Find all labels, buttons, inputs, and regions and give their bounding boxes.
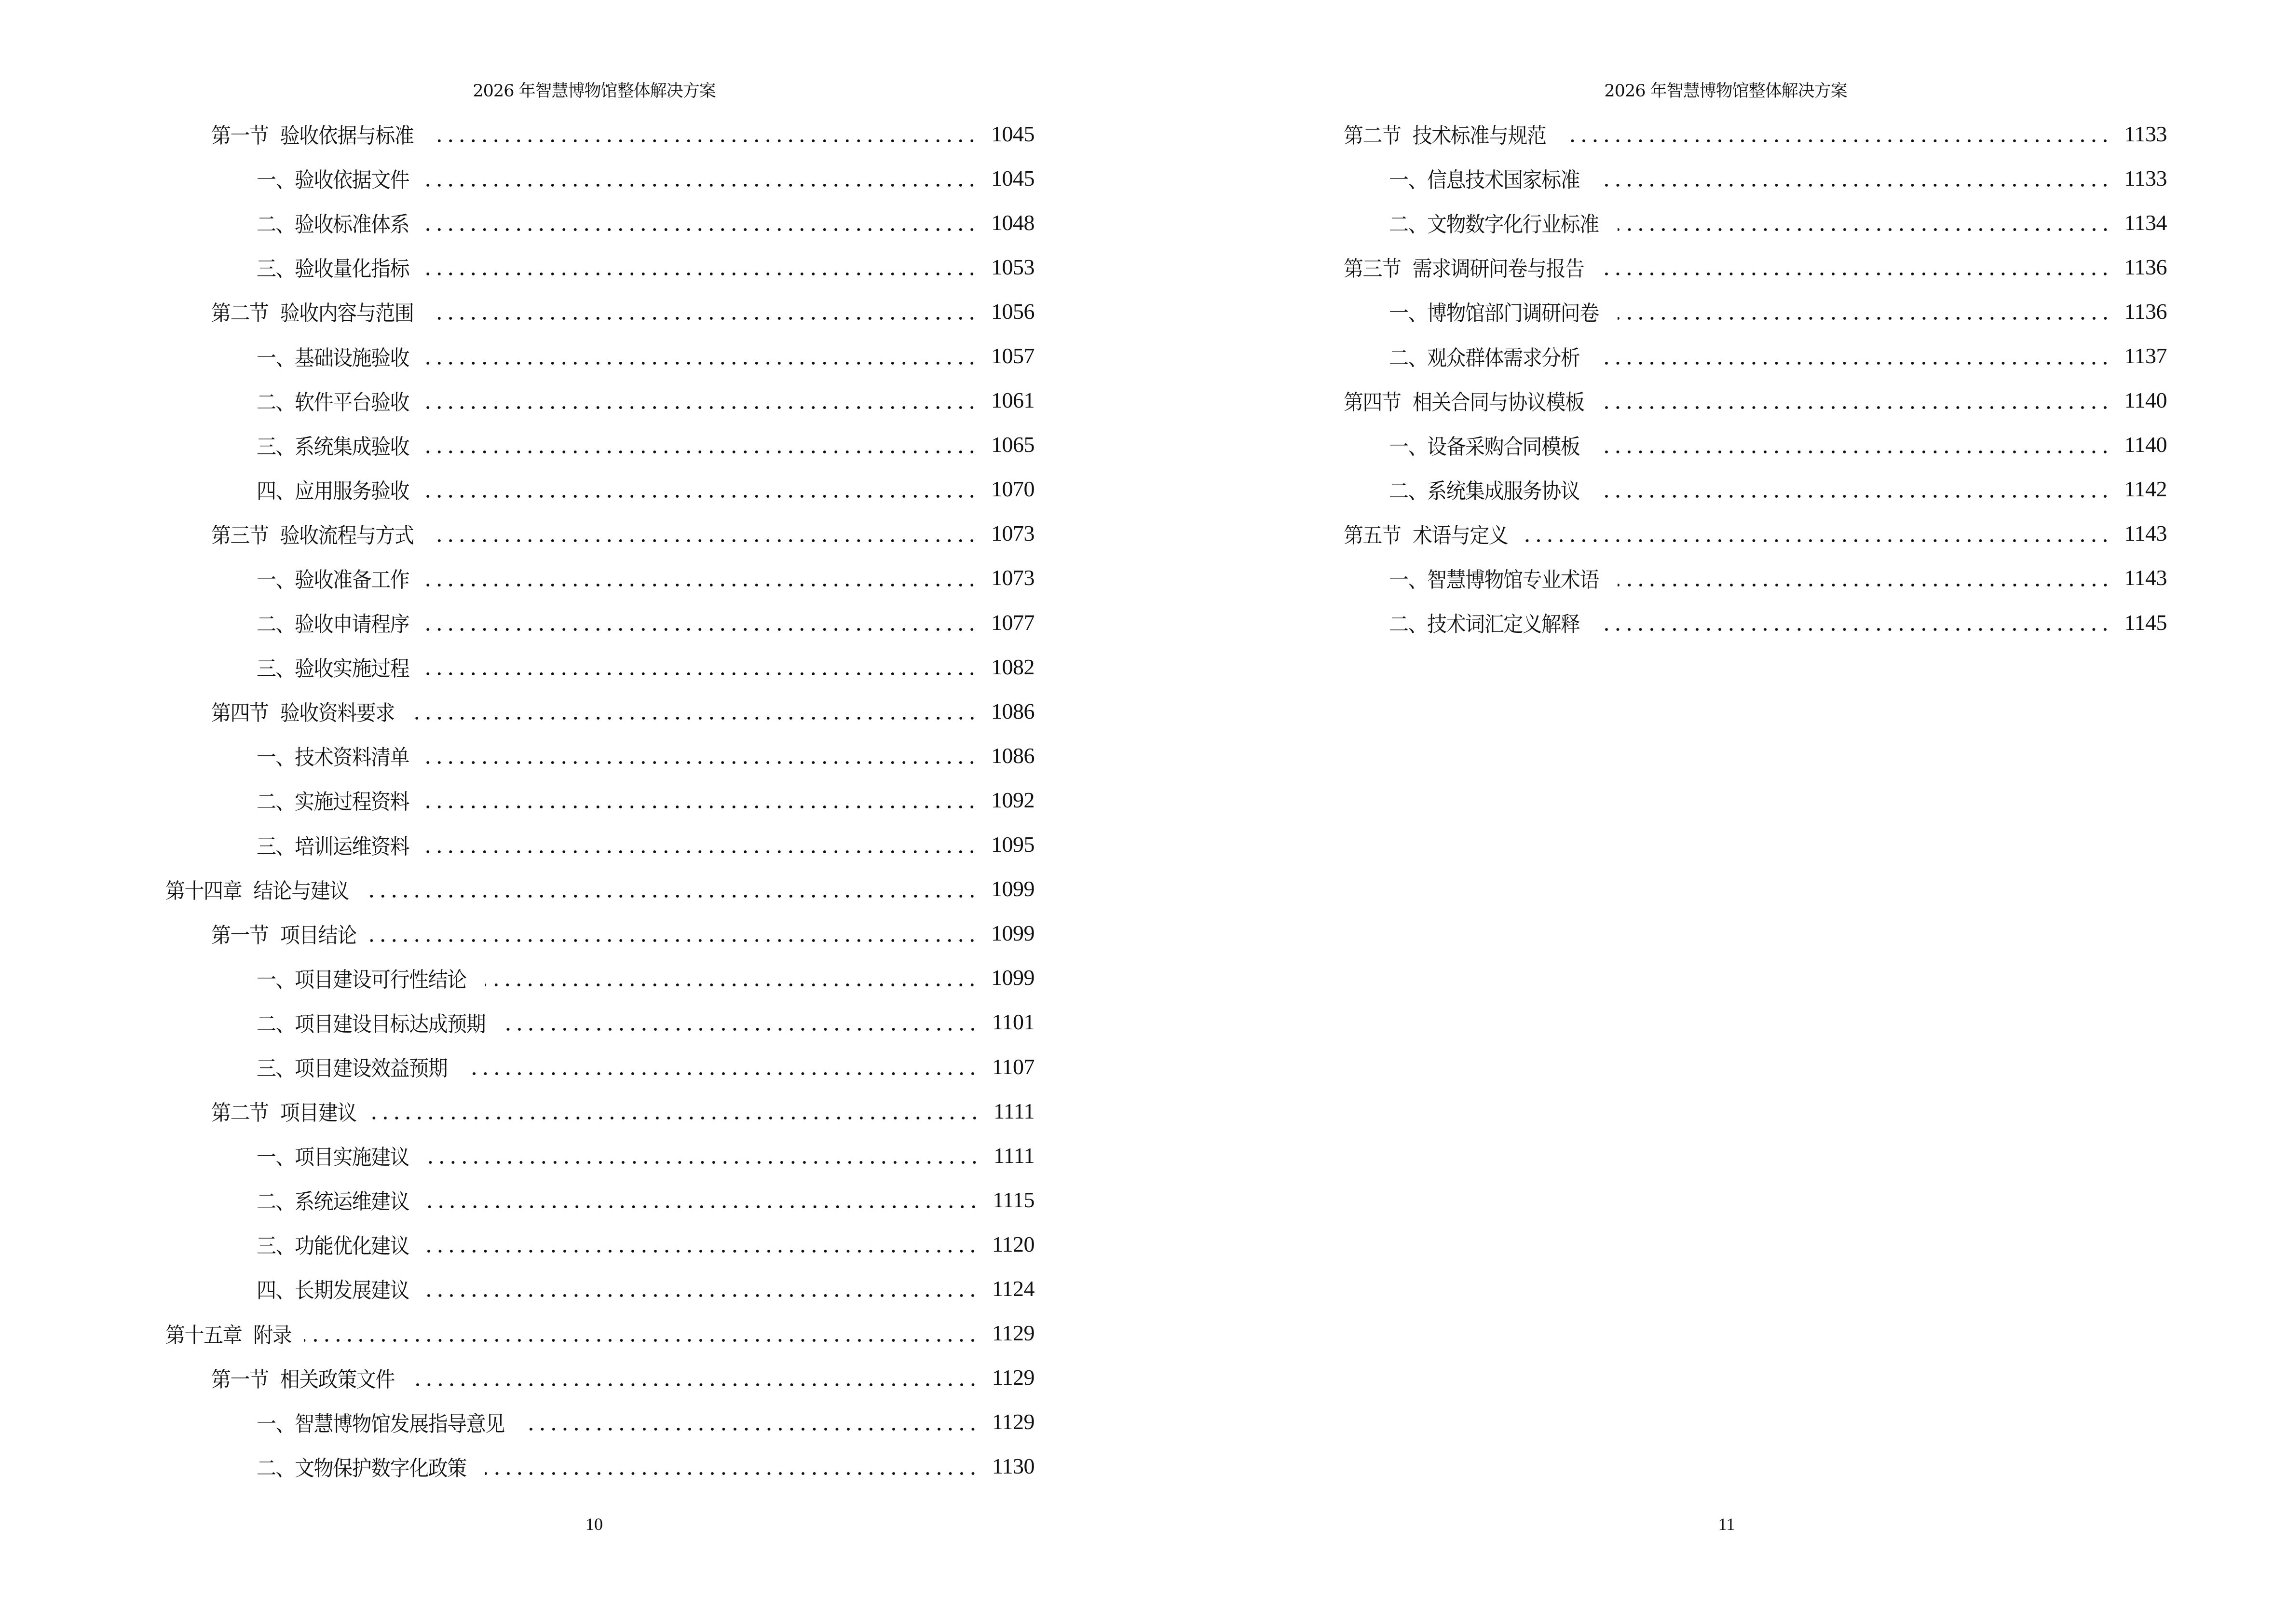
toc-entry[interactable] <box>165 1044 1035 1089</box>
toc-entry-page-number: 1142 <box>2124 477 2167 502</box>
toc-entry[interactable] <box>165 689 1035 733</box>
toc-entry-number: 二、 <box>257 612 295 637</box>
toc-entry-label <box>1344 385 1584 416</box>
toc-entry-title: 相关合同与协议模板 <box>1412 390 1584 415</box>
dot-leader <box>423 167 978 189</box>
toc-entry-page-number: 1099 <box>991 965 1035 990</box>
toc-entry[interactable] <box>165 1177 1035 1222</box>
toc-entry-page-number: 1140 <box>2124 432 2167 457</box>
dot-leader <box>1618 300 2111 322</box>
toc-entry-label <box>257 341 409 371</box>
toc-entry-label <box>257 207 409 238</box>
toc-entry-page-number: 1057 <box>991 343 1035 368</box>
page-number: 10 <box>585 1515 603 1534</box>
toc-entry[interactable] <box>165 1000 1035 1044</box>
toc-entry-number: 一、 <box>257 345 295 370</box>
toc-entry-label <box>257 385 409 416</box>
toc-entry-number: 第十四章 <box>165 878 242 903</box>
dot-leader <box>1605 390 2111 411</box>
toc-entry-number: 第一节 <box>211 123 269 149</box>
toc-entry-number: 第二节 <box>1344 123 1401 149</box>
toc-entry[interactable] <box>165 644 1035 689</box>
toc-entry-label <box>257 1051 447 1082</box>
toc-entry[interactable] <box>1298 333 2167 378</box>
dot-leader <box>423 789 978 810</box>
toc-entry-number: 三、 <box>257 1056 295 1081</box>
toc-entry-title: 验收标准体系 <box>295 212 409 237</box>
toc-entry-number: 第三节 <box>1344 257 1401 282</box>
toc-entry-number: 第一节 <box>211 923 269 948</box>
toc-entry[interactable] <box>165 1311 1035 1355</box>
toc-entry-title: 观众群体需求分析 <box>1427 345 1580 370</box>
toc-entry-label <box>1389 341 1579 371</box>
toc-entry-title: 文物数字化行业标准 <box>1427 212 1599 237</box>
toc-entry-label <box>257 1406 504 1437</box>
toc-entry[interactable] <box>1298 556 2167 600</box>
toc-entry-label <box>1344 251 1584 282</box>
toc-entry-number: 一、 <box>257 567 295 592</box>
toc-entry-number: 第四节 <box>1344 390 1401 415</box>
toc-entry[interactable] <box>165 156 1035 200</box>
toc-entry-page-number: 1045 <box>991 165 1035 191</box>
toc-entry[interactable] <box>165 1089 1035 1133</box>
toc-entry-page-number: 1056 <box>991 299 1035 324</box>
toc-entry[interactable] <box>165 289 1035 333</box>
toc-entry-label <box>1389 562 1599 593</box>
toc-entry-title: 项目建设效益预期 <box>295 1056 448 1081</box>
toc-entry[interactable] <box>165 111 1035 156</box>
toc-entry[interactable] <box>165 200 1035 245</box>
page-number: 11 <box>1718 1515 1735 1534</box>
toc-entry[interactable] <box>165 600 1035 644</box>
toc-entry-page-number: 1129 <box>992 1409 1035 1434</box>
toc-entry-label <box>211 1362 395 1393</box>
toc-entry-title: 附录 <box>253 1323 292 1348</box>
toc-entry-number: 一、 <box>257 168 295 193</box>
toc-entry-page-number: 1065 <box>991 432 1035 457</box>
toc-entry-number: 一、 <box>257 1411 295 1436</box>
toc-entry-title: 实施过程资料 <box>295 790 409 815</box>
toc-entry-number: 二、 <box>1389 612 1428 637</box>
toc-entry-page-number: 1143 <box>2124 565 2167 590</box>
toc-entry[interactable] <box>1298 200 2167 245</box>
dot-leader <box>423 345 978 367</box>
toc-entry-page-number: 1053 <box>991 254 1035 279</box>
dot-leader <box>432 123 978 144</box>
toc-entry-number: 第五节 <box>1344 523 1401 548</box>
toc-entry-title: 培训运维资料 <box>295 834 409 859</box>
toc-entry-label <box>257 1451 466 1482</box>
toc-entry-page-number: 1124 <box>992 1276 1035 1301</box>
toc-entry-page-number: 1095 <box>991 832 1035 857</box>
toc-entry-label <box>257 829 409 860</box>
dot-leader <box>423 212 978 233</box>
toc-entry-title: 项目实施建议 <box>295 1145 409 1170</box>
toc-entry-page-number: 1143 <box>2124 521 2167 546</box>
toc-entry-number: 第二节 <box>211 1101 269 1126</box>
toc-entry-page-number: 1045 <box>991 121 1035 146</box>
toc-entry[interactable] <box>165 1355 1035 1400</box>
toc-entry-number: 二、 <box>257 1189 295 1215</box>
toc-entry-label <box>211 918 356 949</box>
toc-entry-label <box>257 562 409 593</box>
toc-entry-title: 验收资料要求 <box>280 701 395 726</box>
toc-entry-title: 功能优化建议 <box>295 1234 409 1259</box>
dot-leader <box>1618 567 2111 588</box>
toc-entry-number: 三、 <box>257 257 295 282</box>
dot-leader <box>411 1367 979 1388</box>
toc-entry[interactable] <box>165 556 1035 600</box>
toc-entry-page-number: 1129 <box>992 1321 1035 1346</box>
toc-entry-page-number: 1086 <box>991 698 1035 723</box>
toc-entry[interactable] <box>165 778 1035 822</box>
toc-entry-label <box>257 784 409 815</box>
dot-leader <box>1597 345 2111 367</box>
toc-entry-title: 智慧博物馆发展指导意见 <box>295 1411 504 1436</box>
dot-leader <box>485 967 978 988</box>
dot-leader <box>432 523 978 544</box>
toc-entry-label <box>257 163 409 193</box>
toc-entry-page-number: 1111 <box>994 1143 1035 1168</box>
toc-entry-number: 二、 <box>1389 478 1428 504</box>
toc-entry[interactable] <box>1298 111 2167 156</box>
toc-entry-label <box>257 607 409 638</box>
toc-entry-page-number: 1099 <box>991 921 1035 946</box>
toc-entry-number: 第四节 <box>211 701 269 726</box>
toc-entry-page-number: 1061 <box>991 388 1035 413</box>
dot-leader <box>1597 434 2111 455</box>
toc-entry-label <box>257 740 409 771</box>
dot-leader <box>423 1278 979 1299</box>
toc-entry-number: 一、 <box>1389 434 1428 459</box>
toc-entry-page-number: 1107 <box>992 1054 1035 1079</box>
toc-entry-label <box>1344 518 1508 549</box>
toc-entry[interactable] <box>165 511 1035 556</box>
toc-entry-title: 长期发展建议 <box>295 1278 409 1303</box>
toc-entry-title: 系统运维建议 <box>295 1189 409 1215</box>
toc-entry-page-number: 1129 <box>992 1365 1035 1390</box>
dot-leader <box>432 300 978 322</box>
toc-entry-number: 一、 <box>1389 168 1428 193</box>
toc-entry-page-number: 1137 <box>2124 343 2167 368</box>
toc-entry-number: 二、 <box>257 1011 295 1037</box>
dot-leader <box>1597 478 2111 500</box>
toc-entry[interactable] <box>165 911 1035 955</box>
toc-entry-page-number: 1140 <box>2124 388 2167 413</box>
toc-entry-label <box>257 1140 409 1171</box>
toc-entry-title: 验收流程与方式 <box>280 523 414 548</box>
toc-entry-label <box>1389 207 1599 238</box>
toc-entry-label <box>165 1318 291 1349</box>
toc-entry-title: 文物保护数字化政策 <box>295 1456 466 1481</box>
dot-leader <box>423 1233 979 1255</box>
toc-entry-title: 验收依据文件 <box>295 168 409 193</box>
toc-entry-page-number: 1133 <box>2124 121 2167 146</box>
dot-leader <box>1523 523 2111 544</box>
toc-entry-title: 项目建设目标达成预期 <box>295 1011 486 1037</box>
toc-entry-label <box>257 429 409 460</box>
running-header: 2026 年智慧博物馆整体解决方案 <box>473 82 716 101</box>
dot-leader <box>370 1100 980 1121</box>
toc-entry-title: 设备采购合同模板 <box>1427 434 1580 459</box>
toc-entry[interactable] <box>1298 378 2167 423</box>
dot-leader <box>505 1011 979 1033</box>
toc-entry[interactable] <box>165 1444 1035 1488</box>
toc-entry[interactable] <box>1298 423 2167 467</box>
toc-entry[interactable] <box>165 333 1035 378</box>
dot-leader <box>370 923 978 944</box>
toc-entry-label <box>257 251 409 282</box>
toc-entry[interactable] <box>165 378 1035 423</box>
toc-entry-number: 三、 <box>257 434 295 459</box>
toc-entry-title: 信息技术国家标准 <box>1427 168 1580 193</box>
toc-entry-page-number: 1111 <box>994 1098 1035 1123</box>
toc-entry-title: 结论与建议 <box>253 878 349 903</box>
toc-entry-page-number: 1073 <box>991 521 1035 546</box>
toc-entry-title: 验收准备工作 <box>295 567 409 592</box>
table-of-contents <box>1298 111 2167 644</box>
toc-entry-number: 一、 <box>257 745 295 770</box>
dot-leader <box>1597 612 2111 633</box>
toc-entry-title: 验收申请程序 <box>295 612 409 637</box>
dot-leader <box>464 1056 979 1077</box>
document-page-right <box>1144 0 2287 1624</box>
toc-entry-title: 验收内容与范围 <box>280 301 414 326</box>
dot-leader <box>485 1456 979 1477</box>
toc-entry-title: 项目建设可行性结论 <box>295 967 466 992</box>
toc-entry-title: 博物馆部门调研问卷 <box>1427 301 1599 326</box>
toc-entry-page-number: 1082 <box>991 654 1035 679</box>
toc-entry-page-number: 1086 <box>991 743 1035 768</box>
toc-entry-number: 二、 <box>257 790 295 815</box>
toc-entry-label <box>257 651 409 682</box>
toc-entry-title: 技术标准与规范 <box>1412 123 1546 149</box>
toc-entry-page-number: 1073 <box>991 565 1035 590</box>
dot-leader <box>1597 167 2111 189</box>
toc-entry-number: 四、 <box>257 1278 295 1303</box>
toc-entry-number: 一、 <box>1389 301 1428 326</box>
toc-entry[interactable] <box>165 1400 1035 1444</box>
dot-leader <box>526 1411 979 1433</box>
toc-entry-title: 需求调研问卷与报告 <box>1412 257 1584 282</box>
toc-entry[interactable] <box>165 1266 1035 1310</box>
toc-entry-title: 术语与定义 <box>1412 523 1508 548</box>
toc-entry-number: 四、 <box>257 478 295 504</box>
toc-entry-page-number: 1133 <box>2124 165 2167 191</box>
toc-entry-number: 二、 <box>1389 345 1428 370</box>
toc-entry-title: 验收量化指标 <box>295 257 409 282</box>
dot-leader <box>423 834 978 855</box>
toc-entry-title: 应用服务验收 <box>295 478 409 504</box>
dot-leader <box>423 478 978 500</box>
toc-entry-title: 技术资料清单 <box>295 745 409 770</box>
toc-entry-label <box>211 696 395 726</box>
dot-leader <box>1605 256 2111 277</box>
toc-entry-label <box>257 962 466 993</box>
dot-leader <box>423 567 978 588</box>
toc-entry-number: 第一节 <box>211 1367 269 1392</box>
table-of-contents <box>165 111 1035 1488</box>
dot-leader <box>423 745 978 766</box>
toc-entry[interactable] <box>165 822 1035 867</box>
toc-entry-title: 技术词汇定义解释 <box>1427 612 1580 637</box>
toc-entry[interactable] <box>1298 156 2167 200</box>
toc-entry-label <box>257 1007 485 1037</box>
toc-entry-page-number: 1115 <box>993 1187 1035 1212</box>
toc-entry-title: 系统集成验收 <box>295 434 409 459</box>
toc-entry[interactable] <box>165 955 1035 1000</box>
toc-entry-number: 二、 <box>257 212 295 237</box>
toc-entry[interactable] <box>165 423 1035 467</box>
toc-entry-number: 一、 <box>257 967 295 992</box>
toc-entry-title: 软件平台验收 <box>295 390 409 415</box>
toc-entry-title: 验收实施过程 <box>295 656 409 682</box>
toc-entry-title: 智慧博物馆专业术语 <box>1427 567 1599 592</box>
toc-entry[interactable] <box>165 467 1035 511</box>
toc-entry-label <box>1389 474 1579 505</box>
toc-entry-page-number: 1134 <box>2124 210 2167 235</box>
toc-entry-number: 第二节 <box>211 301 269 326</box>
toc-entry-label <box>211 1095 356 1126</box>
toc-entry-number: 二、 <box>257 390 295 415</box>
toc-entry[interactable] <box>1298 245 2167 289</box>
toc-entry-title: 验收依据与标准 <box>280 123 414 149</box>
toc-entry-number: 一、 <box>1389 567 1428 592</box>
toc-entry[interactable] <box>1298 289 2167 333</box>
toc-entry-title: 相关政策文件 <box>280 1367 395 1392</box>
dot-leader <box>1618 212 2111 233</box>
toc-entry-label <box>1344 118 1546 149</box>
toc-entry-page-number: 1048 <box>991 210 1035 235</box>
dot-leader <box>423 1189 979 1210</box>
toc-entry-page-number: 1130 <box>992 1454 1035 1479</box>
toc-entry-title: 基础设施验收 <box>295 345 409 370</box>
toc-entry-page-number: 1070 <box>991 477 1035 502</box>
toc-entry[interactable] <box>165 245 1035 289</box>
toc-entry-number: 三、 <box>257 1234 295 1259</box>
toc-entry-page-number: 1136 <box>2124 299 2167 324</box>
toc-entry[interactable] <box>165 1222 1035 1266</box>
toc-entry-label <box>1389 607 1579 638</box>
toc-entry-label <box>1389 163 1579 193</box>
dot-leader <box>366 878 978 900</box>
toc-entry-label <box>257 1228 409 1259</box>
dot-leader <box>304 1323 979 1344</box>
toc-entry-page-number: 1099 <box>991 876 1035 901</box>
toc-entry-page-number: 1077 <box>991 610 1035 635</box>
toc-entry[interactable] <box>165 1133 1035 1177</box>
toc-entry[interactable] <box>1298 600 2167 644</box>
toc-entry-title: 项目结论 <box>280 923 356 948</box>
toc-entry-label <box>165 873 349 904</box>
toc-entry[interactable] <box>165 867 1035 911</box>
dot-leader <box>1564 123 2111 144</box>
dot-leader <box>423 256 978 277</box>
toc-entry-number: 一、 <box>257 1145 295 1170</box>
toc-entry-title: 系统集成服务协议 <box>1427 478 1580 504</box>
toc-entry-page-number: 1120 <box>992 1231 1035 1256</box>
toc-entry[interactable] <box>1298 511 2167 556</box>
toc-entry-label <box>257 1273 409 1304</box>
dot-leader <box>423 612 978 633</box>
running-header: 2026 年智慧博物馆整体解决方案 <box>1604 82 1847 101</box>
toc-entry-label <box>1389 296 1599 327</box>
toc-entry-page-number: 1092 <box>991 787 1035 812</box>
toc-entry-label <box>257 1184 409 1215</box>
toc-entry[interactable] <box>1298 467 2167 511</box>
toc-entry-number: 三、 <box>257 834 295 859</box>
toc-entry-page-number: 1101 <box>992 1010 1035 1035</box>
toc-entry-label <box>211 518 413 549</box>
toc-entry-label <box>211 118 413 149</box>
toc-entry-number: 第十五章 <box>165 1323 242 1348</box>
toc-entry-title: 项目建议 <box>280 1101 356 1126</box>
toc-entry-page-number: 1136 <box>2124 254 2167 279</box>
dot-leader <box>411 700 978 722</box>
toc-entry-label <box>257 474 409 505</box>
dot-leader <box>423 434 978 455</box>
toc-entry-number: 第三节 <box>211 523 269 548</box>
toc-entry-label <box>1389 429 1579 460</box>
toc-entry[interactable] <box>165 733 1035 778</box>
toc-entry-page-number: 1145 <box>2124 610 2167 635</box>
toc-entry-number: 二、 <box>1389 212 1428 237</box>
dot-leader <box>423 656 978 677</box>
toc-entry-number: 三、 <box>257 656 295 682</box>
dot-leader <box>423 390 978 411</box>
toc-entry-number: 二、 <box>257 1456 295 1481</box>
toc-entry-label <box>211 296 413 327</box>
dot-leader <box>423 1145 980 1166</box>
